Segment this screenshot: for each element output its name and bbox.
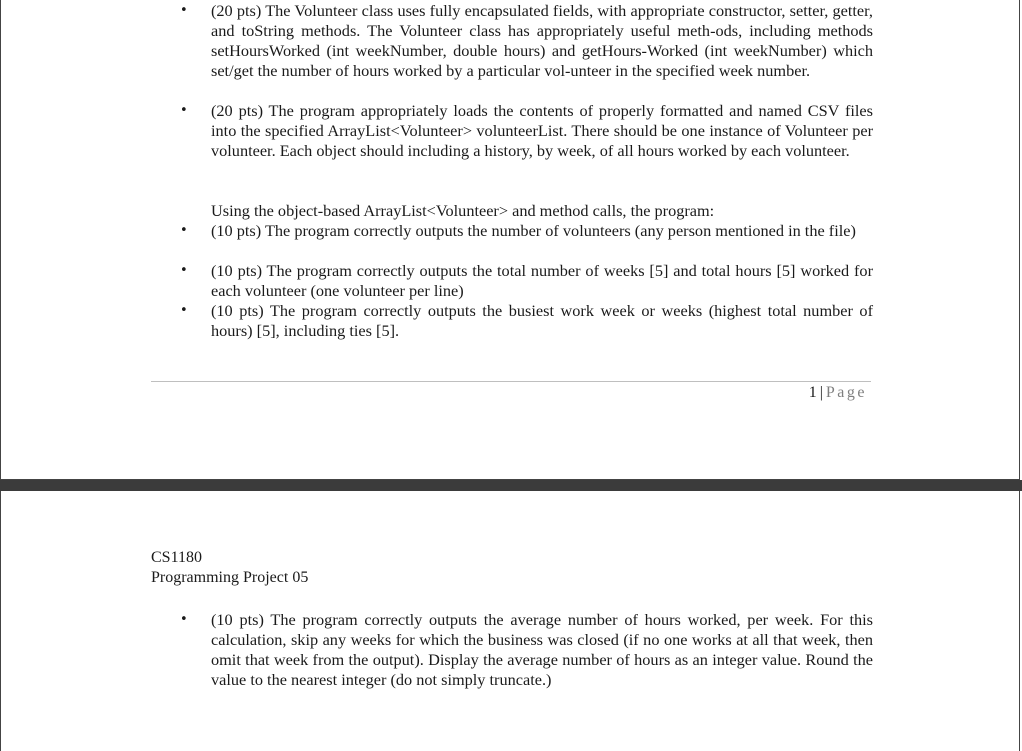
list-item-text: (10 pts) The program correctly outputs the total number of weeks [5] and total hours [5] worked for each volunteer (one volunteer per line) xyxy=(211,261,873,300)
list-item-text: (10 pts) The program correctly outputs the average number of hours worked, per week. For this calculation, skip any weeks for which the business was closed (if no one works at all that week, then omit that week from the output). Display the average number of hours as an integer value. Round the value to the nearest integer (do not simply truncate.) xyxy=(211,610,873,689)
list-item-text: (20 pts) The Volunteer class uses fully encapsulated fields, with appropriate constructor, setter, getter, and toString methods. The Volunteer class has appropriately useful meth-ods, including methods setHoursWorked (int weekNumber, double hours) and getHours-Worked (int weekNumber) which set/get the number of hours worked by a particular vol-unteer in the specified week number. xyxy=(211,1,873,80)
page-number xyxy=(809,383,867,403)
bullet-icon: • xyxy=(180,263,188,278)
bullet-icon: • xyxy=(180,103,188,118)
requirements-list-top xyxy=(1,1,873,181)
list-item xyxy=(1,301,873,341)
course-code: CS1180 xyxy=(151,549,202,566)
page-number-separator: | xyxy=(819,384,823,401)
list-item xyxy=(1,610,873,690)
list-item-text: (10 pts) The program correctly outputs the number of volunteers (any person mentioned in the file) xyxy=(211,221,856,240)
requirements-list-output xyxy=(1,221,873,341)
footer-divider xyxy=(151,381,871,382)
list-item xyxy=(1,1,873,101)
list-item xyxy=(1,221,873,261)
bullet-icon: • xyxy=(180,3,188,18)
page-number-label: Page xyxy=(825,384,867,401)
bullet-icon: • xyxy=(180,223,188,238)
document-page-2 xyxy=(0,491,1020,751)
bullet-icon: • xyxy=(180,303,188,318)
intro-line: Using the object-based ArrayList<Volunteer> and method calls, the program: xyxy=(211,201,715,220)
page-separator xyxy=(0,480,1022,491)
list-item xyxy=(1,261,873,301)
list-item xyxy=(1,101,873,181)
project-title: Programming Project 05 xyxy=(151,569,309,586)
list-item-text: (10 pts) The program correctly outputs the busiest work week or weeks (highest total number of hours) [5], including ties [5]. xyxy=(211,301,873,340)
requirements-list-page2 xyxy=(1,610,873,690)
page-header xyxy=(151,548,308,588)
list-item-text: (20 pts) The program appropriately loads the contents of properly formatted and named CSV files into the specified ArrayList<Volunteer> volunteerList. There should be one instance of Volunteer per volunteer. Each object should including a history, by week, of all hours worked by each volunteer. xyxy=(211,101,873,160)
page-number-value: 1 xyxy=(808,384,817,401)
bullet-icon: • xyxy=(180,612,188,627)
